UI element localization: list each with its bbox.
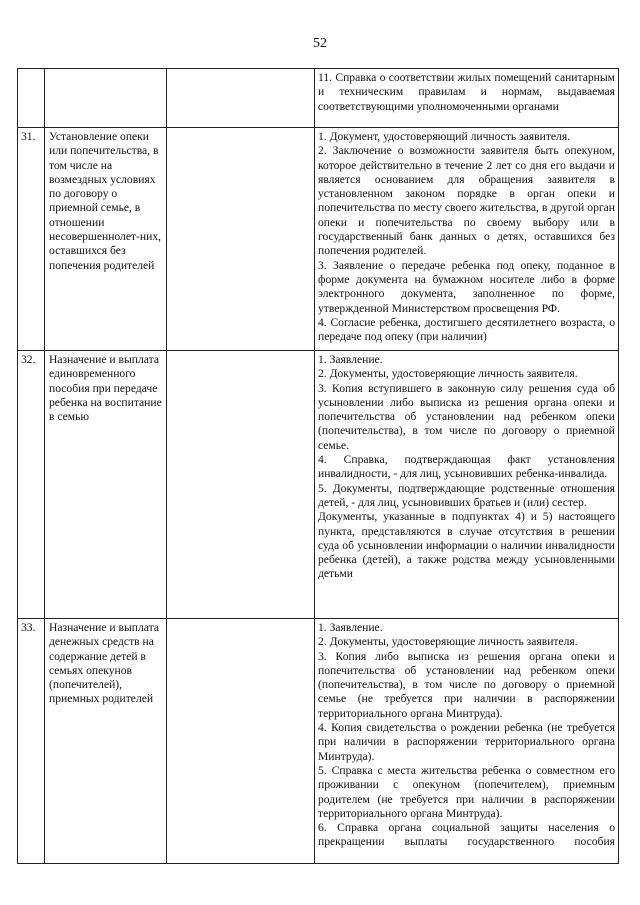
required-documents <box>315 69 619 128</box>
document-item: 4. Согласие ребенка, достигшего десятилетнего возраста, о передаче под опеку (при наличии) <box>318 315 615 344</box>
service-name: Назначение и выплата денежных средств на содержание детей в семьях опекунов (попечителей), приемных родителей <box>45 619 167 864</box>
table-row <box>18 351 619 619</box>
service-name: Назначение и выплата единовременного пособия при передаче ребенка на воспитание в семью <box>45 351 167 619</box>
document-item: 2. Документы, удостоверяющие личность заявителя. <box>318 635 578 649</box>
empty-cell <box>167 69 315 128</box>
table-row <box>18 128 619 351</box>
row-number: 33. <box>18 619 45 864</box>
document-item: 5. Справка с места жительства ребенка о совместном его проживании с опекуном (попечителем), приемным родителем (не требуется при наличии в распоряжении территориального органа Минтруда). <box>318 763 615 820</box>
services-table <box>17 68 619 864</box>
required-documents <box>315 128 619 351</box>
document-item: 3. Копия либо выписка из решения органа опеки и попечительства об установлении над ребенком опеки (попечительства), в том числе по договору о приемной семье (не требуется при наличии в распоряжении территориального органа Минтруда). <box>318 649 615 720</box>
document-item: 4. Копия свидетельства о рождении ребенка (не требуется при наличии в распоряжении территориального органа Минтруда). <box>318 721 615 763</box>
row-number <box>18 69 45 128</box>
service-name <box>45 69 167 128</box>
document-item: 5. Документы, подтверждающие родственные отношения детей, - для лиц, усыновивших братьев и (или) сестер. <box>318 481 615 509</box>
document-item: 4. Справка, подтверждающая факт установления инвалидности, - для лиц, усыновивших ребенка-инвалида. <box>318 453 615 481</box>
empty-cell <box>167 351 315 619</box>
required-documents <box>315 619 619 864</box>
document-item: 3. Заявление о передаче ребенка под опеку, поданное в форме документа на бумажном носителе либо в форме электронного документа, заполненное по форме, утвержденной Министерством просвещения РФ. <box>318 258 615 315</box>
document-item: 1. Заявление. <box>318 353 383 366</box>
document-item: 6. Справка органа социальной защиты населения о прекращении выплаты государственного пособия <box>318 821 615 849</box>
service-name: Установление опеки или попечительства, в том числе на возмездных условиях по договору о приемной семье, в отношении несовершеннолет-них, оставшихся без попечения родителей <box>45 128 167 351</box>
required-documents <box>315 351 619 619</box>
document-item: 3. Копия вступившего в законную силу решения суда об усыновлении либо выписка из решения органа опеки и попечительства об установлении над ребенком опеки (попечительства), в том числе по договору о приемной семье. <box>318 381 615 452</box>
document-item: 2. Заключение о возможности заявителя быть опекуном, которое действительно в течение 2 лет со дня его выдачи и является основанием для обращения заявителя в установленном законом порядке в орган опеки и попечительства по месту своего жительства, в другой орган опеки и попечительства по своему выбору или в государственный банк данных о детях, оставшихся без попечения родителей. <box>318 144 615 258</box>
page-number: 52 <box>313 36 327 51</box>
row-number: 31. <box>18 128 45 351</box>
empty-cell <box>167 128 315 351</box>
document-item: 1. Документ, удостоверяющий личность заявителя. <box>318 130 571 143</box>
empty-cell <box>167 619 315 864</box>
table-row <box>18 619 619 864</box>
document-item: 1. Заявление. <box>318 621 383 634</box>
table-row <box>18 69 619 128</box>
document-item: Документы, указанные в подпунктах 4) и 5) настоящего пункта, представляются в случае отсутствия в решении суда об усыновлении информации о наличии инвалидности ребенка (детей), а также родства между усыновленными детьми <box>318 510 615 581</box>
document-item: 11. Справка о соответствии жилых помещений санитарным и техническим правилам и нормам, выдаваемая соответствующими уполномоченными органами <box>318 71 615 113</box>
row-number: 32. <box>18 351 45 619</box>
document-item: 2. Документы, удостоверяющие личность заявителя. <box>318 367 578 381</box>
